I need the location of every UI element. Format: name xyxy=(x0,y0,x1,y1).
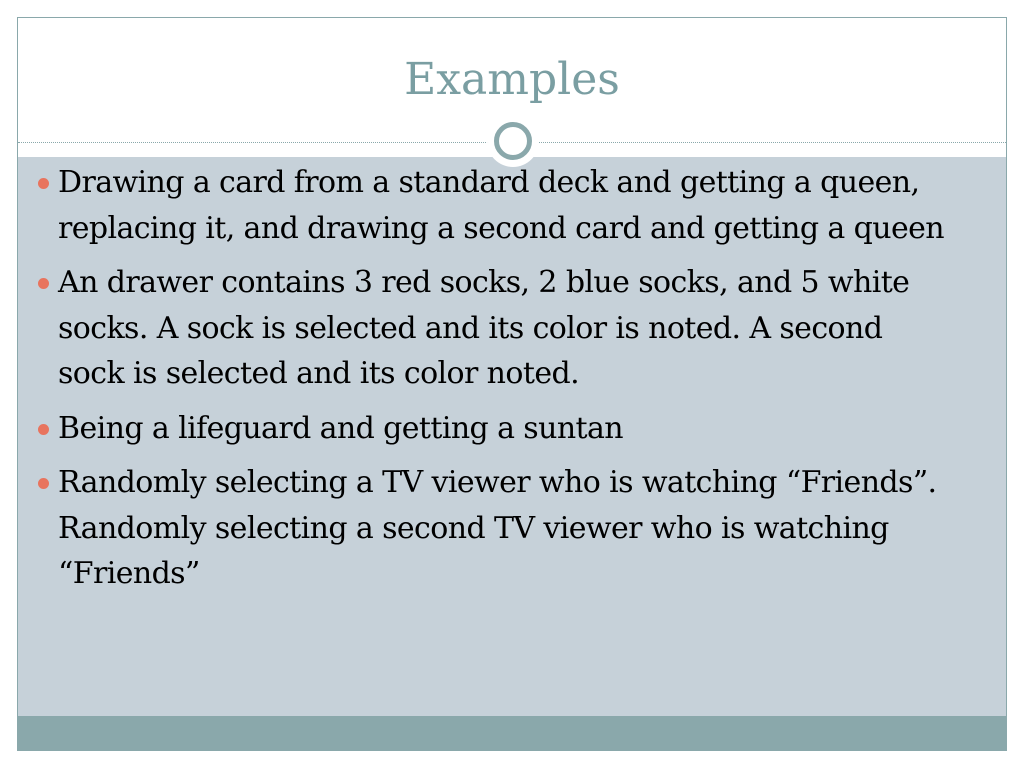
bullet-item xyxy=(38,460,950,597)
bullet-text: Drawing a card from a standard deck and getting a queen, replacing it, and drawing a second card and getting a queen xyxy=(58,165,944,246)
bullet-dot-icon xyxy=(38,178,49,189)
bullet-item xyxy=(38,260,950,397)
bullet-dot-icon xyxy=(38,478,49,489)
footer-band xyxy=(18,716,1006,751)
bullet-item xyxy=(38,160,950,251)
bullet-text: Being a lifeguard and getting a suntan xyxy=(58,410,624,446)
ornament-ring xyxy=(494,122,532,160)
bullet-text: Randomly selecting a TV viewer who is watching “Friends”. Randomly selecting a second TV viewer who is watching “Friends” xyxy=(58,465,937,591)
slide-title: Examples xyxy=(404,54,620,105)
bullet-dot-icon xyxy=(38,424,49,435)
bullet-item xyxy=(38,406,950,452)
bullet-dot-icon xyxy=(38,278,49,289)
bullet-list xyxy=(38,160,950,606)
bullet-text: An drawer contains 3 red socks, 2 blue socks, and 5 white socks. A sock is selected and its color is noted. A second sock is selected and its color noted. xyxy=(58,265,910,391)
